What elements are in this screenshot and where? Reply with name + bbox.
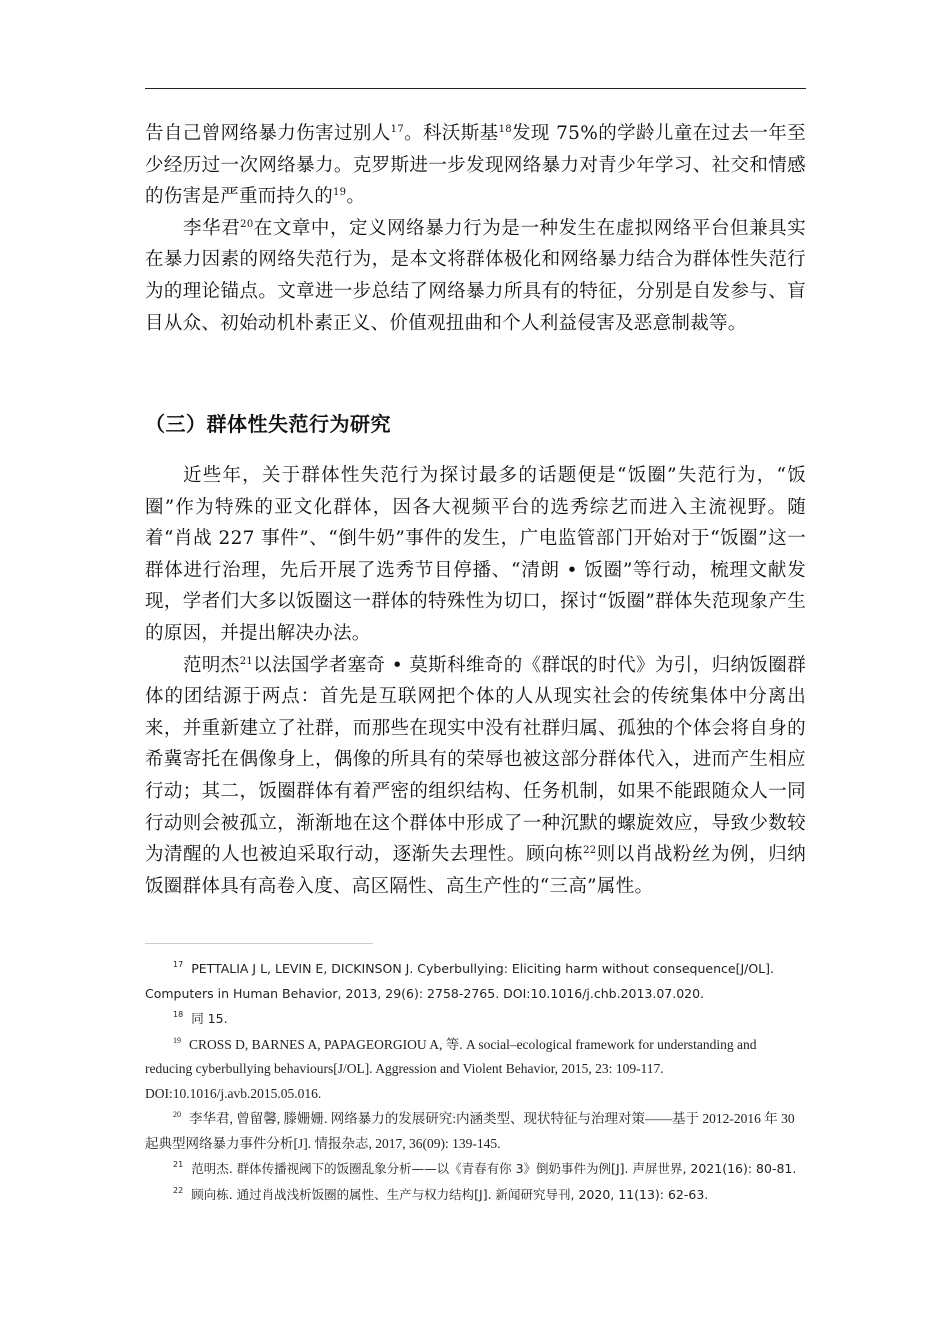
- footnote-text: 李华君, 曾留馨, 滕姗姗. 网络暴力的发展研究:内涵类型、现状特征与治理对策——基于 2012-2016 年 30 起典型网络暴力事件分析[J]. 情报杂志, 2017, 36(09): 139-145.: [145, 1111, 795, 1151]
- footnote-ref-19[interactable]: 19: [333, 187, 347, 199]
- section-heading: （三）群体性失范行为研究: [145, 412, 391, 436]
- text-run: 则以肖战粉丝为例，归纳饭圈群体具有高卷入度、高区隔性、高生产性的“三高”属性。: [145, 844, 806, 897]
- text-run: 以法国学者塞奇 • 莫斯科维奇的《群氓的时代》为引，归纳饭圈群体的团结源于两点：首先是互联网把个体的人从现实社会的传统集体中分离出来，并重新建立了社群，而那些在现实中没有社群归属、孤独的个体会将自身的希冀寄托在偶像身上，偶像的所具有的荣辱也被这部分群体代入，进而产生相应行动；其二，饭圈群体有着严密的组织结构、任务机制，如果不能跟随众人一同行动则会被孤立，渐渐地在这个群体中形成了一种沉默的螺旋效应，导致少数较为清醒的人也被迫采取行动，逐渐失去理性。顾向栋: [145, 654, 806, 866]
- footnote-ref-17[interactable]: 17: [390, 124, 404, 135]
- text-run: 在文章中，定义网络暴力行为是一种发生在虚拟网络平台但兼具实在暴力因素的网络失范行为，是本文将群体极化和网络暴力结合为群体性失范行为的理论锚点。文章进一步总结了网络暴力所具有的特征，分别是自发参与、盲目从众、初始动机朴素正义、价值观扭曲和个人利益侵害及恶意制裁等。: [145, 217, 806, 334]
- footnote-text: PETTALIA J L, LEVIN E, DICKINSON J. Cyberbullying: Eliciting harm without consequence[J/OL]. Computers in Human Behavior, 2013, 29(6): 2758-2765. DOI:10.1016/j.chb.2013.07.020.: [145, 961, 774, 1001]
- footnote-number: 22: [173, 1185, 184, 1195]
- footnotes: [145, 957, 806, 1208]
- footnote-ref-18[interactable]: 18: [498, 124, 512, 135]
- paragraph-4: [145, 650, 806, 903]
- footnote-number: 20: [173, 1110, 181, 1119]
- text-run: 。: [346, 186, 366, 208]
- footnote-ref-21[interactable]: 21: [239, 655, 254, 667]
- footnote-number: 19: [173, 1035, 181, 1045]
- footnote-ref-20[interactable]: 20: [240, 218, 254, 230]
- footnote-21: [145, 1157, 806, 1182]
- footnote-ref-22[interactable]: 22: [583, 845, 597, 857]
- header-rule: [145, 88, 806, 89]
- footnote-22: [145, 1183, 806, 1208]
- footnote-text: 同 15.: [191, 1011, 228, 1026]
- body-section-lower: [145, 460, 806, 902]
- paragraph-2: [145, 213, 806, 339]
- paragraph-1: [145, 118, 806, 213]
- paragraph-3: 近些年，关于群体性失范行为探讨最多的话题便是“饭圈”失范行为，“饭圈”作为特殊的亚文化群体，因各大视频平台的选秀综艺而进入主流视野。随着“肖战 227 事件”、“倒牛奶”事件的发生，广电监管部门开始对于“饭圈”这一群体进行治理，先后开展了选秀节目停播、“清朗 • 饭圈”等行动，梳理文献发现，学者们大多以饭圈这一群体的特殊性为切口，探讨“饭圈”群体失范现象产生的原因，并提出解决办法。: [145, 465, 806, 644]
- text-run: 告自己曾网络暴力伤害过别人: [145, 123, 391, 144]
- footnote-19: [145, 1033, 806, 1107]
- footnote-number: 18: [173, 1010, 184, 1019]
- text-run: 。科沃斯基: [404, 123, 499, 144]
- footnote-separator: [145, 943, 373, 944]
- footnote-text: 范明杰. 群体传播视阈下的饭圈乱象分析——以《青春有你 3》倒奶事件为例[J]. 声屏世界, 2021(16): 80-81.: [191, 1161, 797, 1176]
- text-run: 发现 75%的学龄儿童在过去一年至少经历过一次网络暴力。克罗斯进一步发现网络暴力对青少年学习、社交和情感的伤害是严重而持久的: [145, 123, 806, 208]
- text-run: 范明杰: [183, 654, 240, 676]
- footnote-17: [145, 957, 806, 1006]
- footnote-text: CROSS D, BARNES A, PAPAGEORGIOU A, 等. A social–ecological framework for understanding and reducing cyberbullying behaviours[J/OL]. Aggression and Violent Behavior, 2015, 23: 109-117. DOI:10.1016/j.avb.2015.05.016.: [145, 1036, 757, 1101]
- footnote-text: 顾向栋. 通过肖战浅析饭圈的属性、生产与权力结构[J]. 新闻研究导刊, 2020, 11(13): 62-63.: [191, 1186, 709, 1202]
- body-section-upper: [145, 118, 806, 339]
- footnote-number: 21: [173, 1160, 184, 1169]
- text-run: 李华君: [183, 217, 241, 239]
- footnote-number: 17: [173, 960, 184, 969]
- footnote-18: [145, 1007, 806, 1032]
- footnote-20: [145, 1107, 806, 1156]
